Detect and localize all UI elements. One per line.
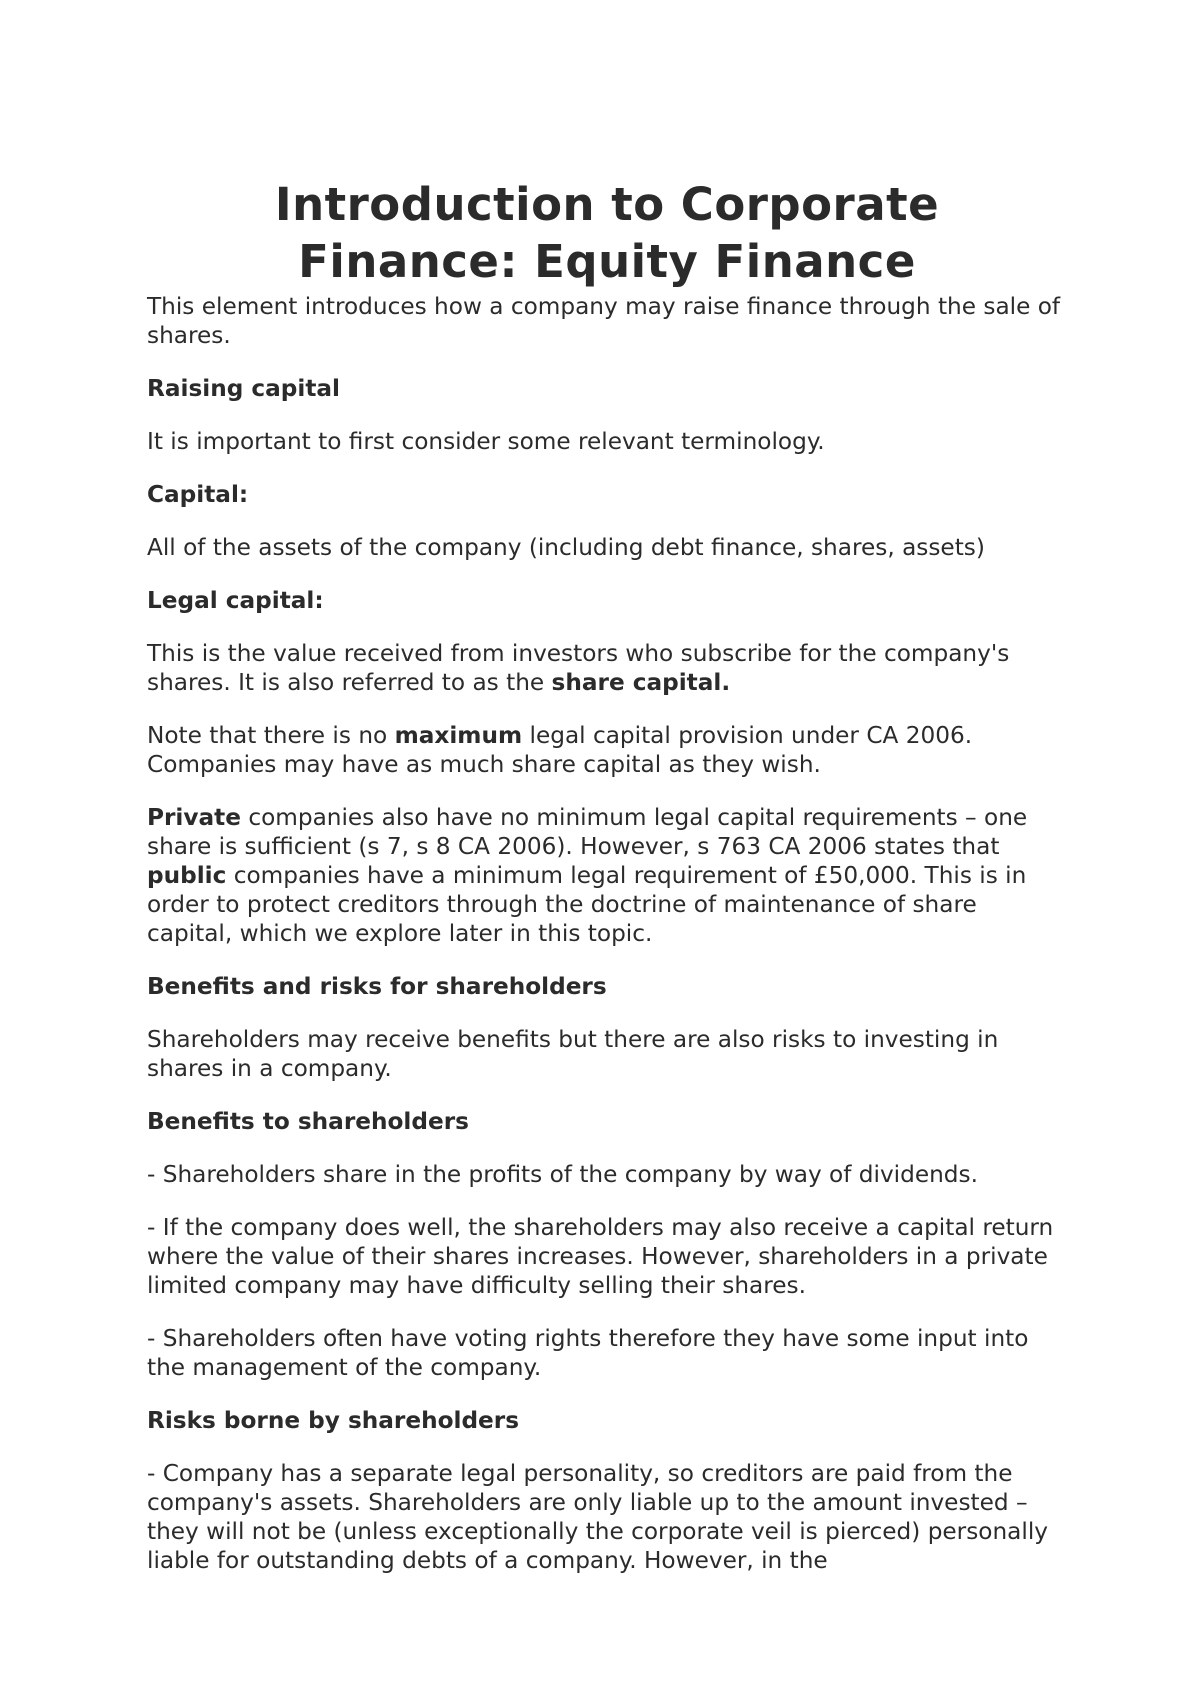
private-text-b: companies have a minimum legal requirement of £50,000. This is in order to protect creditors through the doctrine of maintenance of share capital, which we explore later in this topic. [147, 862, 1027, 947]
capital-paragraph: All of the assets of the company (including debt finance, shares, assets) [147, 534, 985, 561]
benefit-item: - If the company does well, the shareholders may also receive a capital return where the value of their shares increases. However, shareholders in a private limited company may have difficulty selling their shares. [147, 1214, 1054, 1299]
note-bold: maximum [394, 722, 523, 749]
raising-capital-paragraph: It is important to first consider some relevant terminology. [147, 428, 825, 455]
title-line-2: Finance: Equity Finance [298, 235, 916, 288]
private-text-a: companies also have no minimum legal capital requirements – one share is sufficient (s 7, s 8 CA 2006). However, s 763 CA 2006 states that [147, 804, 1028, 860]
legal-capital-bold: share capital. [551, 669, 731, 696]
legal-capital-text: This is the value received from investors who subscribe for the company's shares. It is also referred to as the [147, 640, 1010, 696]
legal-capital-paragraph [147, 639, 1067, 697]
private-bold: Private [147, 804, 241, 831]
benefit-item: - Shareholders share in the profits of the company by way of dividends. [147, 1161, 978, 1188]
heading-risks: Risks borne by shareholders [147, 1407, 520, 1434]
risk-item: - Company has a separate legal personality, so creditors are paid from the company's assets. Shareholders are only liable up to the amount invested – they will not be (unless exceptionally the corporate veil is pierced) personally liable for outstanding debts of a company. However, in the [147, 1460, 1048, 1574]
benefit-item: - Shareholders often have voting rights therefore they have some input into the management of the company. [147, 1325, 1029, 1381]
title-line-1: Introduction to Corporate [274, 178, 940, 231]
heading-benefits: Benefits to shareholders [147, 1108, 469, 1135]
page-title [147, 176, 1067, 290]
heading-benefits-risks: Benefits and risks for shareholders [147, 973, 607, 1000]
note-paragraph [147, 721, 1067, 779]
note-text-a: Note that there is no [147, 722, 395, 749]
heading-legal-capital: Legal capital: [147, 587, 324, 614]
private-paragraph [147, 803, 1067, 948]
benefits-risks-paragraph: Shareholders may receive benefits but there are also risks to investing in shares in a company. [147, 1026, 999, 1082]
heading-raising-capital: Raising capital [147, 375, 340, 402]
note-text-b: legal capital provision under CA 2006. Companies may have as much share capital as they wish. [147, 722, 973, 778]
intro-paragraph: This element introduces how a company may raise finance through the sale of shares. [147, 293, 1061, 349]
heading-capital: Capital: [147, 481, 249, 508]
public-bold: public [147, 862, 227, 889]
document-content [147, 176, 1067, 1599]
